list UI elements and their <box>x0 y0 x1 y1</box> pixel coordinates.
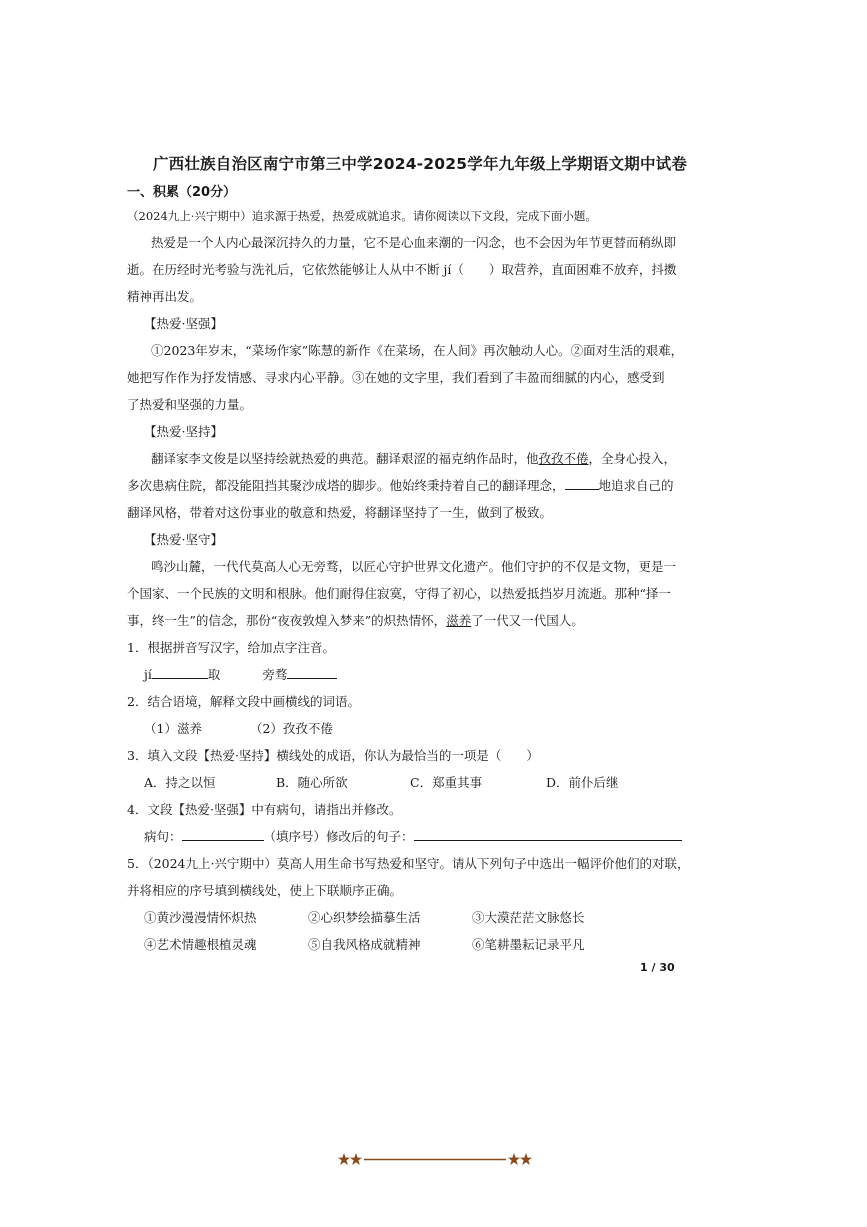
star-icon <box>350 1153 362 1165</box>
q1-word-pangwu: 旁骛 <box>262 667 288 682</box>
para4-line1: 鸣沙山麓，一代代莫高人心无旁骛，以匠心守护世界文化遗产。他们守护的不仅是文物，更是一 <box>151 559 677 574</box>
subheading-strong: 【热爱·坚强】 <box>144 316 223 331</box>
question-5-options-row1 <box>144 909 687 927</box>
question-5-options-row2 <box>144 936 687 954</box>
star-icon <box>520 1153 532 1165</box>
q2-item-2: （2）孜孜不倦 <box>249 721 333 736</box>
para2-line2: 她把写作作为抒发情感、寻求内心平静。③在她的文字里，我们看到了丰盈而细腻的内心，感受到 <box>127 370 665 385</box>
para3-line3: 翻译风格，带着对这份事业的敬意和热爱，将翻译坚持了一生，做到了极致。 <box>127 505 553 520</box>
para3-line1-text-c: ，全身心投入， <box>588 451 677 466</box>
idiom-blank[interactable] <box>565 477 599 490</box>
q4-label-revised: （填序号）修改后的句子： <box>263 829 414 844</box>
star-icon <box>338 1153 350 1165</box>
para4-line3 <box>127 612 687 630</box>
footer-star-divider <box>338 1150 534 1170</box>
q5-option-6[interactable]: ⑥笔耕墨耘记录平凡 <box>472 937 585 952</box>
para1-line1: 热爱是一个人内心最深沉持久的力量，它不是心血来潮的一闪念，也不会因为年节更替而稍纵即 <box>151 235 677 250</box>
q3-option-a[interactable]: A．持之以恒 <box>144 775 216 790</box>
para1-line2: 逝。在历经时光考验与洗礼后，它依然能够让人从中不断 jí（ ）取营养，直面困难不放弃，抖擞 <box>127 262 677 277</box>
star-icon <box>508 1153 520 1165</box>
para3-line2-text: 多次患病住院，都没能阻挡其聚沙成塔的脚步。他始终秉持着自己的翻译理念， <box>127 478 565 493</box>
q1-pinyin: jí <box>144 667 152 682</box>
page-number: 1 / 30 <box>640 961 675 974</box>
question-2-items <box>144 720 687 738</box>
para3-line1-text-a: 翻译家李文俊是以坚持绘就热爱的典范。翻译艰涩的福克纳作品时，他 <box>151 451 539 466</box>
q5-option-2[interactable]: ②心织梦绘描摹生活 <box>308 910 421 925</box>
question-2-stem: 2．结合语境，解释文段中画横线的词语。 <box>127 694 360 709</box>
question-5-stem-line1: 5．（2024九上·兴宁期中）莫高人用生命书写热爱和坚守。请从下列句子中选出一幅评价他们的对联， <box>127 856 690 871</box>
question-3-options <box>144 774 687 792</box>
underlined-word-ziyang: 滋养 <box>446 613 472 628</box>
para3-line2 <box>127 477 687 495</box>
question-1-stem: 1．根据拼音写汉字，给加点字注音。 <box>127 640 335 655</box>
para2-line3: 了热爱和坚强的力量。 <box>127 397 253 412</box>
underlined-word-zizibujuan: 孜孜不倦 <box>538 451 589 466</box>
q5-option-3[interactable]: ③大漠茫茫文脉悠长 <box>472 910 585 925</box>
q3-option-c[interactable]: C．郑重其事 <box>410 775 483 790</box>
para3-line1 <box>151 450 687 468</box>
q3-option-d[interactable]: D．前仆后继 <box>546 775 619 790</box>
q5-option-5[interactable]: ⑤自我风格成就精神 <box>308 937 421 952</box>
question-5-stem-line2: 并将相应的序号填到横线处，使上下联顺序正确。 <box>127 883 403 898</box>
q3-option-b[interactable]: B．随心所欲 <box>276 775 348 790</box>
q1-suffix: 取 <box>207 667 221 682</box>
page-title: 广西壮族自治区南宁市第三中学2024-2025学年九年级上学期语文期中试卷 <box>152 155 688 173</box>
para4-line2: 个国家、一个民族的文明和根脉。他们耐得住寂寞，守得了初心，以热爱抵挡岁月流逝。那种“择一 <box>127 586 671 601</box>
q4-revised-sentence-blank[interactable] <box>414 828 682 841</box>
section-heading: 一、积累（20分） <box>127 185 237 200</box>
para1-line3: 精神再出发。 <box>127 289 203 304</box>
question-4-answer <box>144 828 687 846</box>
q2-item-1: （1）滋养 <box>144 721 202 736</box>
subheading-guard: 【热爱·坚守】 <box>144 532 223 547</box>
question-1-answers <box>144 666 687 684</box>
q1-answer-blank-b[interactable] <box>287 666 337 679</box>
subheading-persist: 【热爱·坚持】 <box>144 424 223 439</box>
question-4-stem: 4．文段【热爱·坚强】中有病句，请指出并修改。 <box>127 802 402 817</box>
para4-line3-text-a: 事，终一生”的信念，那份“夜夜敦煌入梦来”的炽热情怀， <box>127 613 447 628</box>
question-3-stem: 3．填入文段【热爱·坚持】横线处的成语，你认为最恰当的一项是（ ） <box>127 748 539 763</box>
para3-line2-text-b: 地追求自己的 <box>598 478 674 493</box>
q4-label-sentence: 病句： <box>144 829 182 844</box>
q4-sentence-number-blank[interactable] <box>182 828 264 841</box>
q1-answer-blank-a[interactable] <box>152 666 208 679</box>
q5-option-4[interactable]: ④艺术情趣根植灵魂 <box>144 937 257 952</box>
q5-option-1[interactable]: ①黄沙漫漫情怀炽热 <box>144 910 257 925</box>
intro-text: （2024九上·兴宁期中）追求源于热爱，热爱成就追求。请你阅读以下文段，完成下面小题。 <box>127 209 597 223</box>
para2-line1: ①2023年岁末，“菜场作家”陈慧的新作《在菜场，在人间》再次触动人心。②面对生活的艰难， <box>151 343 684 358</box>
para4-line3-text-c: 了一代又一代国人。 <box>471 613 584 628</box>
